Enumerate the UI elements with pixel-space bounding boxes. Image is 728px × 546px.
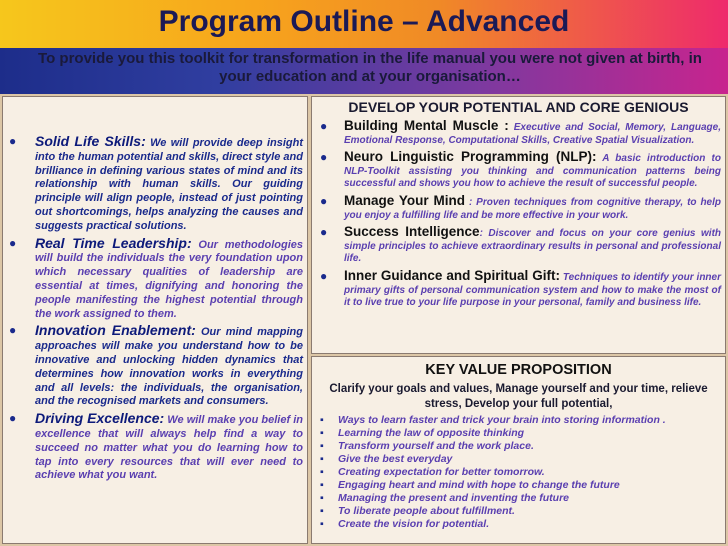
square-bullet-icon: ▪	[320, 466, 324, 478]
item-text: Managing the present and inventing the future	[338, 492, 570, 504]
bullet-icon: ●	[320, 193, 328, 208]
develop-list	[312, 120, 725, 310]
list-item	[3, 412, 303, 483]
list-item	[3, 135, 303, 234]
item-text: Engaging heart and mind with hope to change the future	[338, 479, 620, 491]
square-bullet-icon: ▪	[320, 440, 324, 452]
bullet-icon: ●	[9, 411, 17, 426]
square-bullet-icon: ▪	[320, 427, 324, 439]
item-desc: Our methodologies will build the individuals the very foundation upon which necessary qualities of leadership are essential at times, dignifying and honoring the people manifesting the highest potential through the work assigned to them.	[35, 238, 303, 320]
square-bullet-icon: ▪	[320, 414, 324, 426]
item-lead: Building Mental Muscle :	[344, 118, 509, 133]
develop-panel	[311, 96, 726, 354]
list-item	[3, 234, 303, 322]
item-text: Transform yourself and the work place.	[338, 440, 534, 452]
list-item	[318, 427, 725, 440]
develop-heading: DEVELOP YOUR POTENTIAL AND CORE GENIOUS	[348, 99, 689, 115]
bullet-icon: ●	[9, 323, 17, 338]
list-item	[318, 505, 725, 518]
bullet-icon: ●	[320, 150, 328, 165]
list-item	[318, 466, 725, 479]
item-text: To liberate people about fulfillment.	[338, 505, 515, 517]
list-item	[318, 440, 725, 453]
item-desc: Our mind mapping approaches will make you understand how to be innovative and unlocking hidden dynamics that determines how innovation works in everything and all levels: the individuals, the organisation, and the recognised markets and consumers.	[35, 326, 303, 408]
item-lead: Solid Life Skills:	[35, 133, 146, 149]
square-bullet-icon: ▪	[320, 518, 324, 530]
title-bar	[0, 0, 728, 48]
item-lead: Inner Guidance and Spiritual Gift:	[344, 267, 560, 283]
bullet-icon: ●	[9, 134, 17, 148]
item-lead: Neuro Linguistic Programming (NLP):	[344, 149, 597, 165]
item-desc: We will make you belief in excellence that will always help find a way to succeed no matter what you do learning how to tap into every resources that will ever need to achieve what you want.	[35, 414, 303, 482]
list-item	[318, 518, 725, 531]
item-desc: : Proven techniques from cognitive therapy, to help you enjoy a fulfilling life and be more effective in your work.	[344, 196, 721, 221]
bullet-icon: ●	[320, 268, 328, 283]
square-bullet-icon: ▪	[320, 479, 324, 491]
skills-panel	[2, 96, 308, 544]
item-lead: Innovation Enablement:	[35, 322, 196, 339]
list-item	[318, 151, 721, 191]
list-item	[318, 453, 725, 466]
bullet-icon: ●	[320, 225, 328, 240]
item-lead: Success Intelligence	[344, 224, 480, 240]
item-desc: A basic introduction to NLP-Toolkit assisting you thinking and communication patterns being successful and shows you how to achieve the result of successful people.	[344, 153, 721, 190]
value-proposition-panel	[311, 356, 726, 544]
kvp-heading: KEY VALUE PROPOSITION	[425, 362, 612, 378]
list-item	[318, 120, 721, 147]
item-lead: Driving Excellence:	[35, 410, 165, 427]
item-desc: Executive and Social, Memory, Language, Emotional Response, Computational Skills, Creative Spatial Visualization.	[344, 122, 721, 146]
subtitle-bar	[0, 48, 728, 94]
list-item	[318, 414, 725, 427]
item-text: Create the vision for potential.	[338, 518, 490, 530]
item-text: Ways to learn faster and trick your brain into storing information .	[338, 414, 666, 426]
item-text: Learning the law of opposite thinking	[338, 427, 525, 439]
kvp-intro: Clarify your goals and values, Manage yourself and your time, relieve stress, Develop your full potential,	[329, 383, 708, 410]
bullet-icon: ●	[320, 119, 328, 133]
list-item	[318, 192, 721, 222]
slide-subtitle: To provide you this toolkit for transformation in the life manual you were not given at birth, in your education and at your organisation…	[38, 50, 702, 85]
square-bullet-icon: ▪	[320, 492, 324, 504]
skills-list	[3, 135, 303, 486]
list-item	[318, 492, 725, 505]
list-item	[318, 267, 721, 310]
square-bullet-icon: ▪	[320, 453, 324, 465]
square-bullet-icon: ▪	[320, 505, 324, 517]
item-lead: Real Time Leadership:	[35, 234, 192, 251]
item-text: Creating expectation for better tomorrow.	[338, 466, 545, 478]
item-lead: Manage Your Mind	[344, 192, 466, 208]
slide-title: Program Outline – Advanced	[158, 5, 570, 38]
bullet-icon: ●	[9, 235, 17, 250]
list-item	[3, 324, 303, 409]
item-text: Give the best everyday	[338, 453, 453, 465]
list-item	[318, 479, 725, 492]
list-item	[318, 226, 721, 266]
item-desc: Techniques to identify your inner primary gifts of personal communication system and how to make the most of it to live true to your life purpose in your personal, family and business life.	[344, 271, 721, 309]
kvp-list	[312, 414, 725, 531]
item-desc: We will provide deep insight into the human potential and skills, direct style and brilliance in defining various states of mind and its relationship with human skills. Our guiding principle will align people, instead of just pointing out shortcomings, helps analyzing the causes and suggests practical solutions.	[35, 137, 303, 232]
item-desc: : Discover and focus on your core genius with simple principles to achieve extraordinary results in personal and professional life.	[344, 228, 722, 265]
